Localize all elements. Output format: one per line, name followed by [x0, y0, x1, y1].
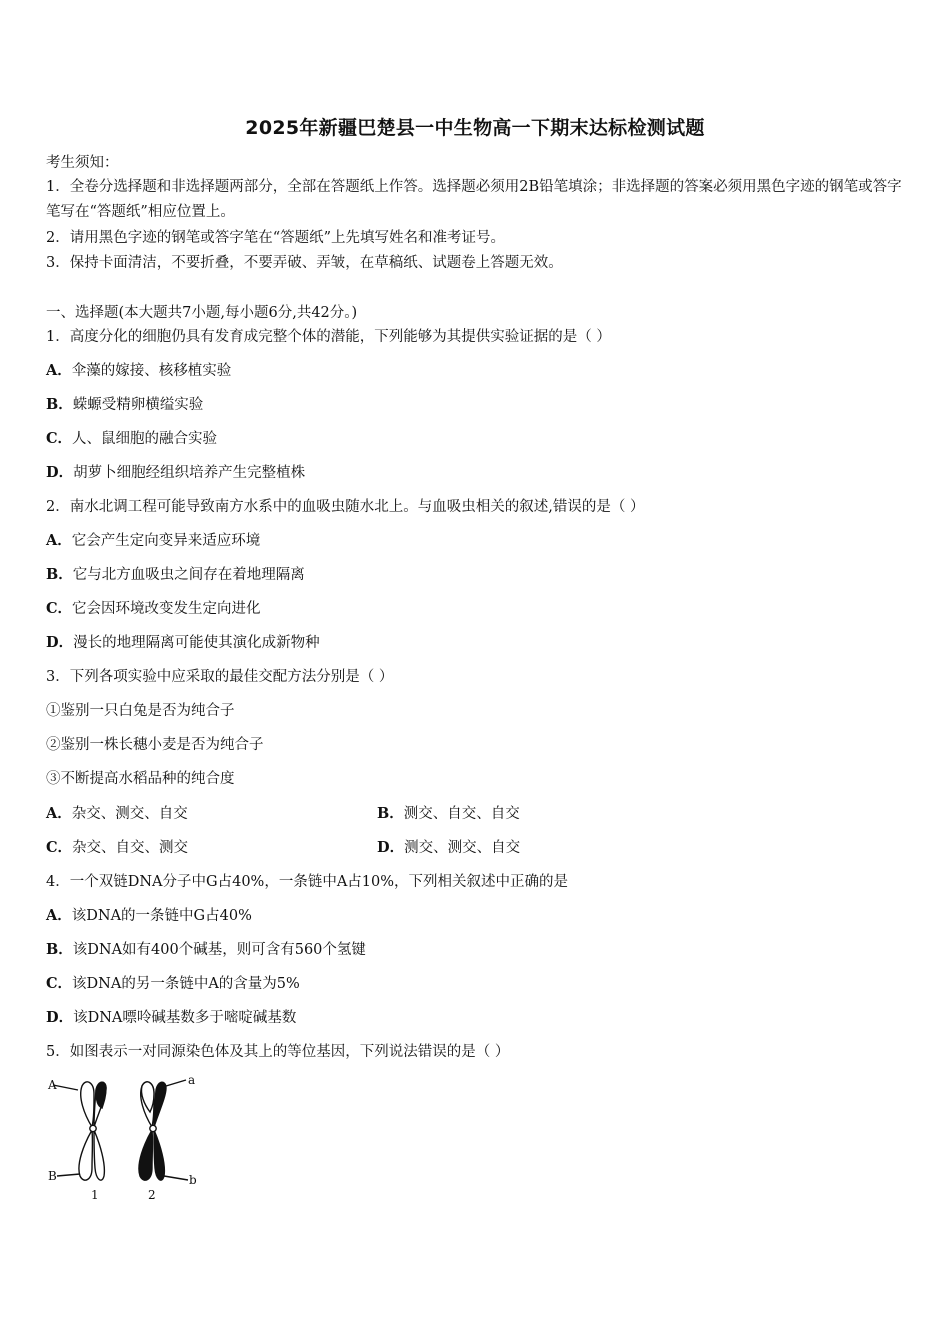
question-1-stem: 1．高度分化的细胞仍具有发育成完整个体的潜能，下列能够为其提供实验证据的是（ ） — [46, 329, 611, 345]
question-2-stem: 2．南水北调工程可能导致南方水系中的血吸虫随水北上。与血吸虫相关的叙述,错误的是（ ） — [46, 499, 645, 515]
notice-heading: 考生须知： — [46, 155, 119, 171]
label-2: 2 — [148, 1188, 156, 1202]
question-3-item-2: ②鉴别一株长穗小麦是否为纯合子 — [46, 737, 264, 753]
question-3-option-d[interactable]: D．测交、测交、自交 — [377, 839, 521, 856]
label-1: 1 — [91, 1188, 99, 1202]
question-1-option-a[interactable]: A．伞藻的嫁接、核移植实验 — [46, 362, 232, 379]
label-B: B — [48, 1169, 57, 1183]
question-1-option-c[interactable]: C．人、鼠细胞的融合实验 — [46, 430, 218, 447]
question-3-stem: 3．下列各项实验中应采取的最佳交配方法分别是（ ） — [46, 669, 394, 685]
question-5-stem: 5．如图表示一对同源染色体及其上的等位基因，下列说法错误的是（ ） — [46, 1044, 510, 1060]
question-4-option-b[interactable]: B．该DNA如有400个碱基，则可含有560个氢键 — [46, 941, 366, 958]
chromosome-1 — [53, 1082, 106, 1180]
question-4-stem: 4．一个双链DNA分子中G占40%，一条链中A占10%，下列相关叙述中正确的是 — [46, 874, 569, 890]
question-3-option-b[interactable]: B．测交、自交、自交 — [377, 805, 520, 822]
question-3-option-a[interactable]: A．杂交、测交、自交 — [46, 805, 188, 822]
question-4-option-d[interactable]: D．该DNA嘌呤碱基数多于嘧啶碱基数 — [46, 1009, 297, 1026]
label-a: a — [188, 1073, 196, 1087]
label-A: A — [48, 1078, 57, 1092]
page-title: 2025年新疆巴楚县一中生物高一下期末达标检测试题 — [245, 117, 705, 139]
question-2-option-c[interactable]: C．它会因环境改变发生定向进化 — [46, 600, 261, 617]
question-2-option-d[interactable]: D．漫长的地理隔离可能使其演化成新物种 — [46, 634, 320, 651]
notice-item-3: 3．保持卡面清洁，不要折叠，不要弄破、弄皱，在草稿纸、试题卷上答题无效。 — [46, 255, 563, 271]
chromosome-2 — [139, 1080, 188, 1180]
question-3-item-3: ③不断提高水稻品种的纯合度 — [46, 771, 235, 787]
question-2-option-b[interactable]: B．它与北方血吸虫之间存在着地理隔离 — [46, 566, 305, 583]
label-b: b — [189, 1173, 197, 1187]
chromosome-diagram — [40, 1072, 210, 1207]
question-4-option-a[interactable]: A．该DNA的一条链中G占40% — [46, 907, 252, 924]
section-heading: 一、选择题(本大题共7小题,每小题6分,共42分。) — [46, 305, 358, 321]
question-3-option-c[interactable]: C．杂交、自交、测交 — [46, 839, 189, 856]
notice-item-1: 1．全卷分选择题和非选择题两部分，全部在答题纸上作答。选择题必须用2B铅笔填涂；非选择题的答案必须用黑色字迹的钢笔或答字笔写在“答题纸”相应位置上。 — [46, 179, 902, 220]
question-1-option-b[interactable]: B．蝾螈受精卵横缢实验 — [46, 396, 204, 413]
question-4-option-c[interactable]: C．该DNA的另一条链中A的含量为5% — [46, 975, 300, 992]
question-3-item-1: ①鉴别一只白兔是否为纯合子 — [46, 703, 235, 719]
question-2-option-a[interactable]: A．它会产生定向变异来适应环境 — [46, 532, 261, 549]
question-1-option-d[interactable]: D．胡萝卜细胞经组织培养产生完整植株 — [46, 464, 306, 481]
notice-item-2: 2．请用黑色字迹的钢笔或答字笔在“答题纸”上先填写姓名和准考证号。 — [46, 230, 506, 246]
